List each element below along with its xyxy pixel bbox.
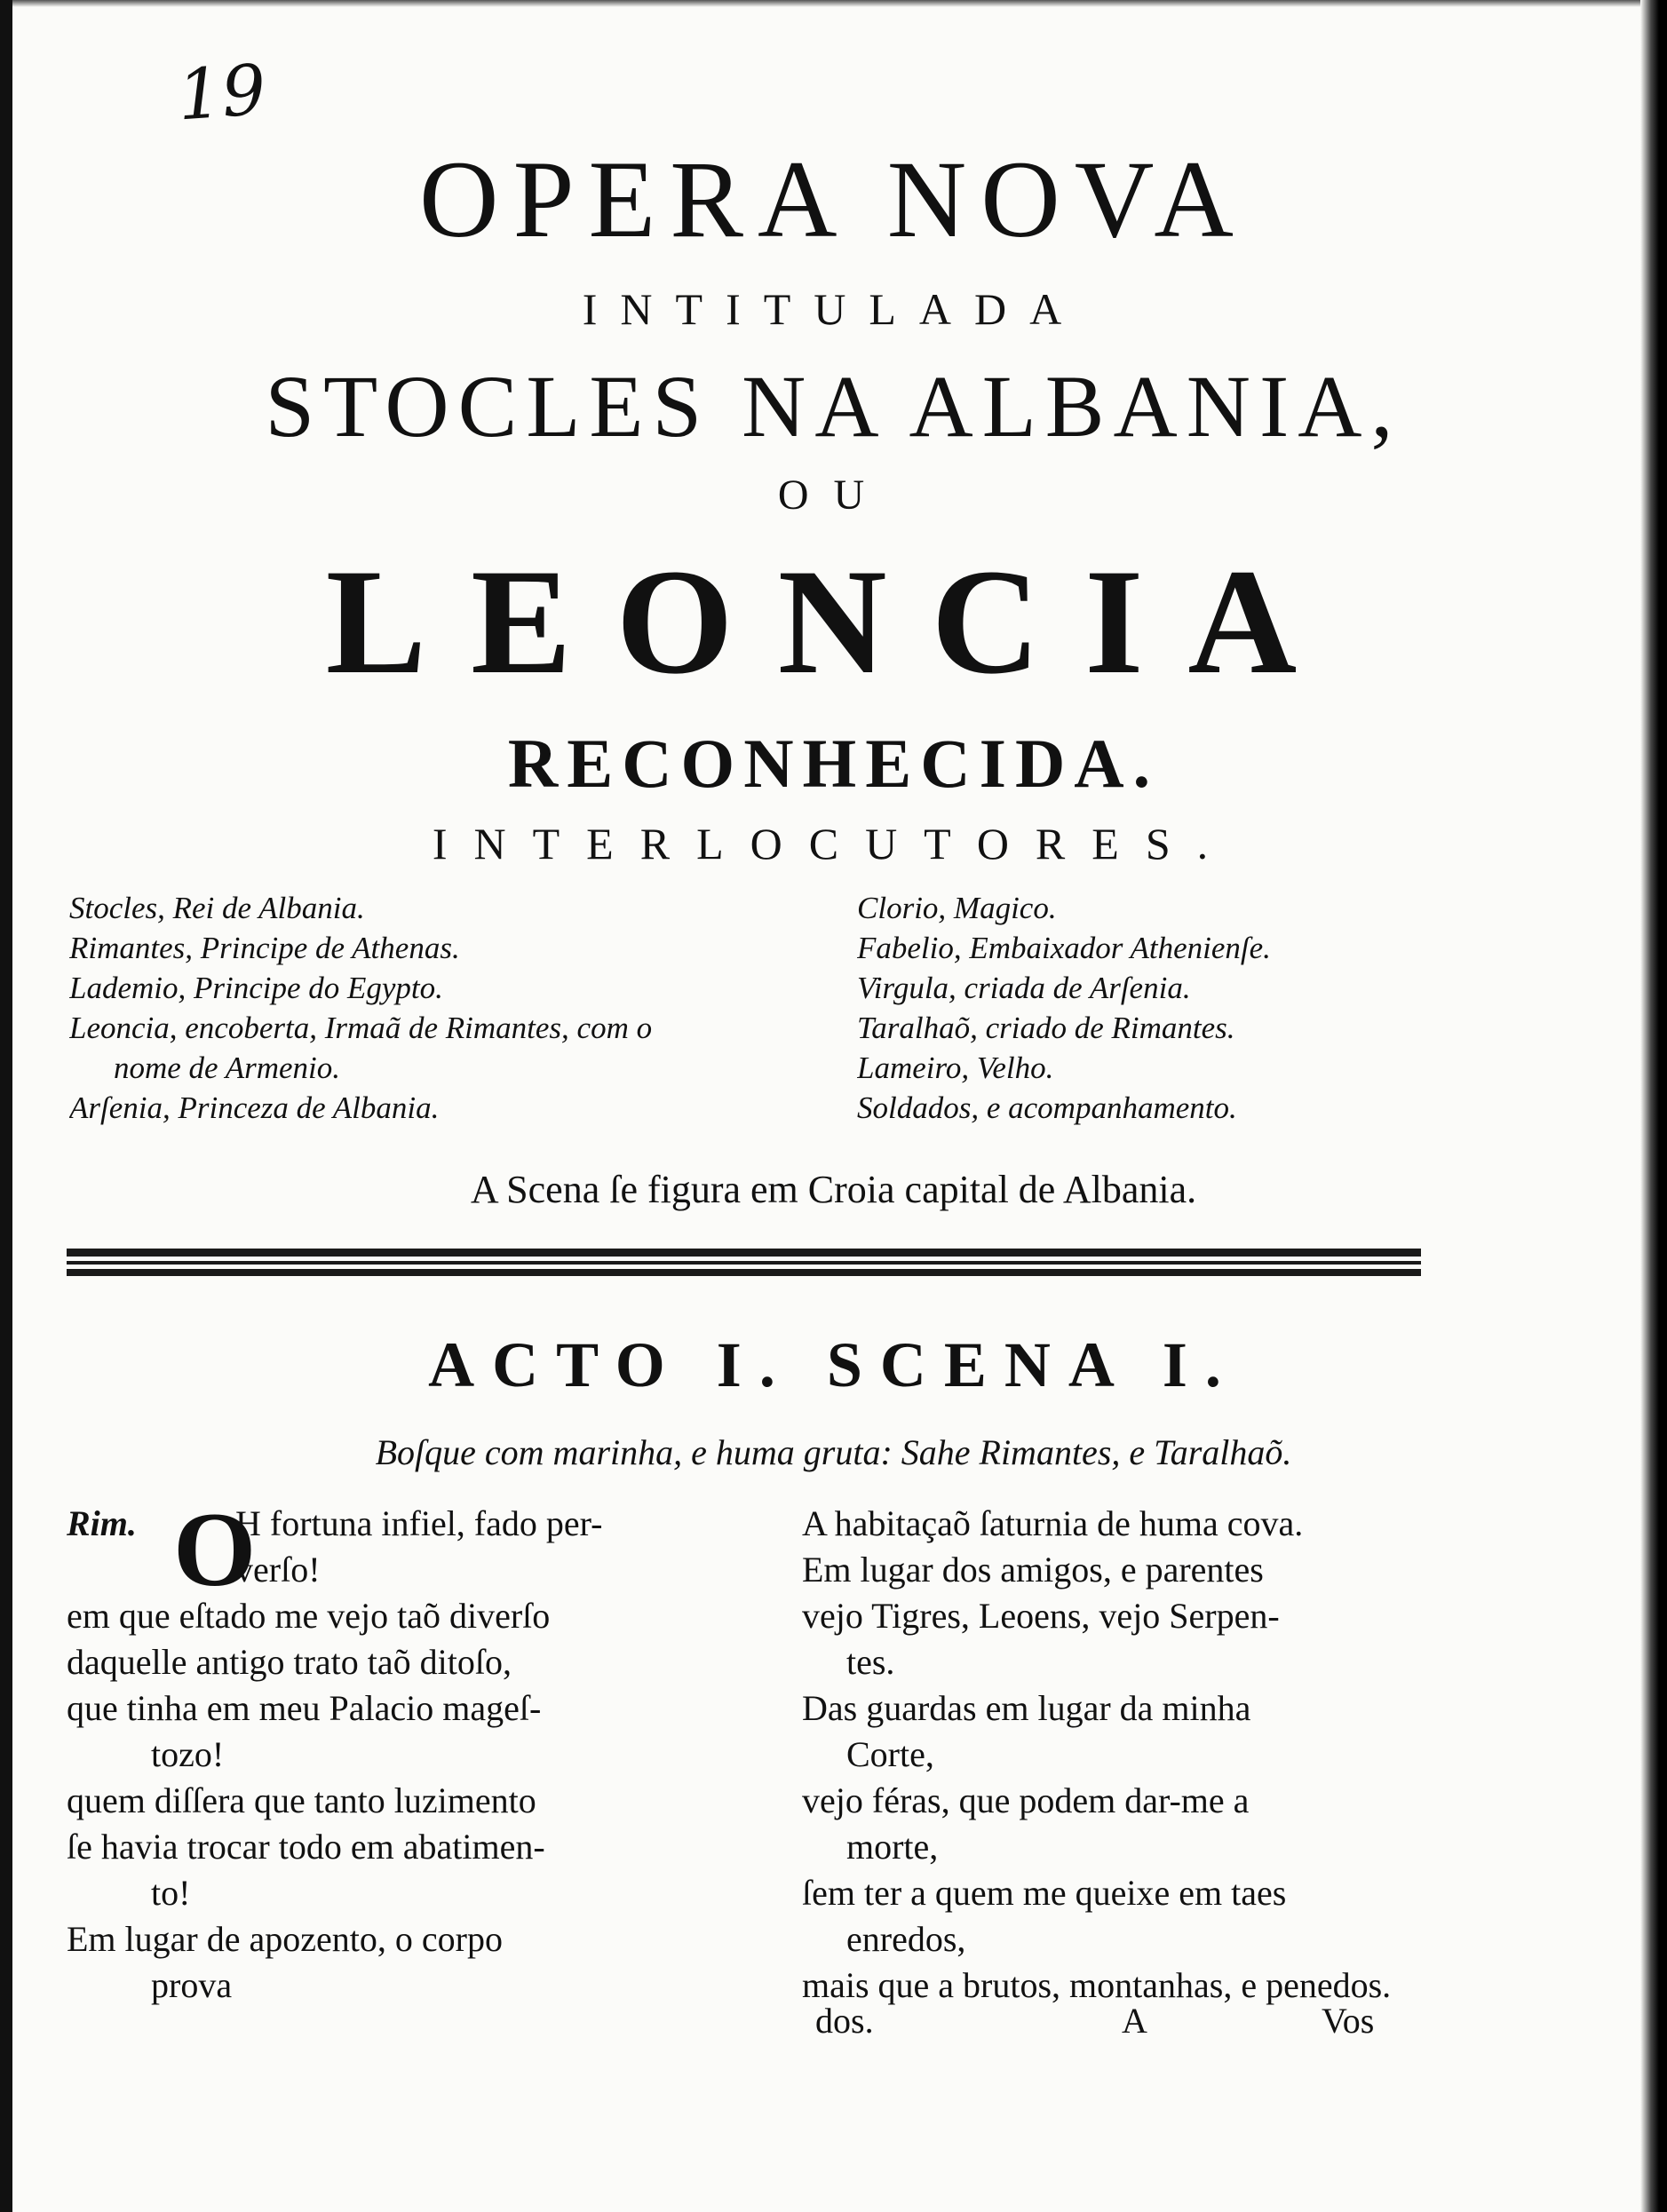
stage-direction: Boſque com marinha, e huma gruta: Sahe Rimantes, e Taralhaõ. [375,1432,1292,1472]
cast-entry: Leoncia, encoberta, Irmaã de Rimantes, com o [69,1011,653,1045]
interlocutores-heading: INTERLOCUTORES. [432,819,1235,868]
cast-entry: Fabelio, Embaixador Athenienſe. [857,931,1271,965]
cast-entry: Soldados, e acompanhamento. [857,1090,1237,1125]
verse-line: to! [151,1873,191,1913]
catchword: Vos [1322,2001,1375,2041]
verse-line: mais que a brutos, montanhas, e penedos. [802,1965,1392,2005]
signature-mark: A [1122,2001,1147,2041]
verse-line: prova [151,1965,233,2005]
cast-entry: Stocles, Rei de Albania. [69,891,365,925]
verse-line: em que eſtado me vejo taõ diverſo [67,1596,551,1636]
verse-line: ſem ter a quem me queixe em taes [802,1873,1287,1913]
act-heading: ACTO I. SCENA I. [428,1329,1239,1400]
verse-line: vejo féras, que podem dar-me a [802,1780,1250,1820]
text-column-right [802,1501,1433,2009]
cast-entry: Lameiro, Velho. [857,1051,1054,1085]
cast-entry: Rimantes, Principe de Athenas. [69,931,460,965]
verse-line: enredos, [846,1919,966,1959]
title-line-ou: OU [777,472,890,519]
drop-cap: O [173,1490,257,1608]
cast-entry: Lademio, Principe do Egypto. [69,971,443,1005]
cast-entry: Arſenia, Princeza de Albania. [69,1090,440,1125]
divider-rule [67,1269,1421,1276]
cast-list-left [69,888,842,1128]
verse-line: vejo Tigres, Leoens, vejo Serpen- [802,1596,1280,1636]
verse-line: Das guardas em lugar da minha [802,1688,1251,1728]
line-ending: dos. [815,2001,874,2041]
verse-line: tozo! [151,1734,225,1774]
verse-line [67,1501,737,1547]
speaker-label: Rim. [67,1503,137,1543]
page-top-edge [0,0,1667,7]
title-line-intitulada: INTITULADA [582,284,1085,334]
verse-line: Corte, [846,1734,934,1774]
verse-line: que tinha em meu Palacio mageſ- [67,1688,542,1728]
cast-list-right [857,888,1612,1128]
text-column-left [67,1490,737,2009]
title-line-leoncia: LEONCIA [325,538,1342,705]
verse-line: daquelle antigo trato taõ ditoſo, [67,1642,512,1682]
divider-rule [67,1249,1421,1257]
verse-line: tes. [846,1642,895,1682]
verse-line: Em lugar dos amigos, e parentes [802,1550,1264,1590]
verse-line: A habitaçaõ ſaturnia de huma cova. [802,1503,1304,1543]
divider-rule [67,1261,1421,1265]
title-line-opera-nova: OPERA NOVA [419,139,1248,260]
page-footer [802,1996,1433,2045]
cast-entry: Clorio, Magico. [857,891,1057,925]
cast-entry-continuation: nome de Armenio. [114,1051,340,1085]
verse-line: ſe havia trocar todo em abatimen- [67,1827,545,1867]
verse-line: Em lugar de apozento, o corpo [67,1919,503,1959]
verse-text: H fortuna infiel, fado per- [235,1503,603,1543]
verse-line: quem diſſera que tanto luzimento [67,1780,536,1820]
cast-entry: Virgula, criada de Arſenia. [857,971,1191,1005]
cast-entry: Taralhaõ, criado de Rimantes. [857,1011,1235,1045]
title-line-stocles: STOCLES NA ALBANIA, [265,357,1402,456]
verse-line: morte, [846,1827,939,1867]
title-line-reconhecida: RECONHECIDA. [507,725,1160,802]
verse-line: verſo! [235,1550,321,1590]
manuscript-page-number: 19 [175,50,269,137]
scene-setting: A Scena ſe figura em Croia capital de Albania. [470,1168,1197,1211]
